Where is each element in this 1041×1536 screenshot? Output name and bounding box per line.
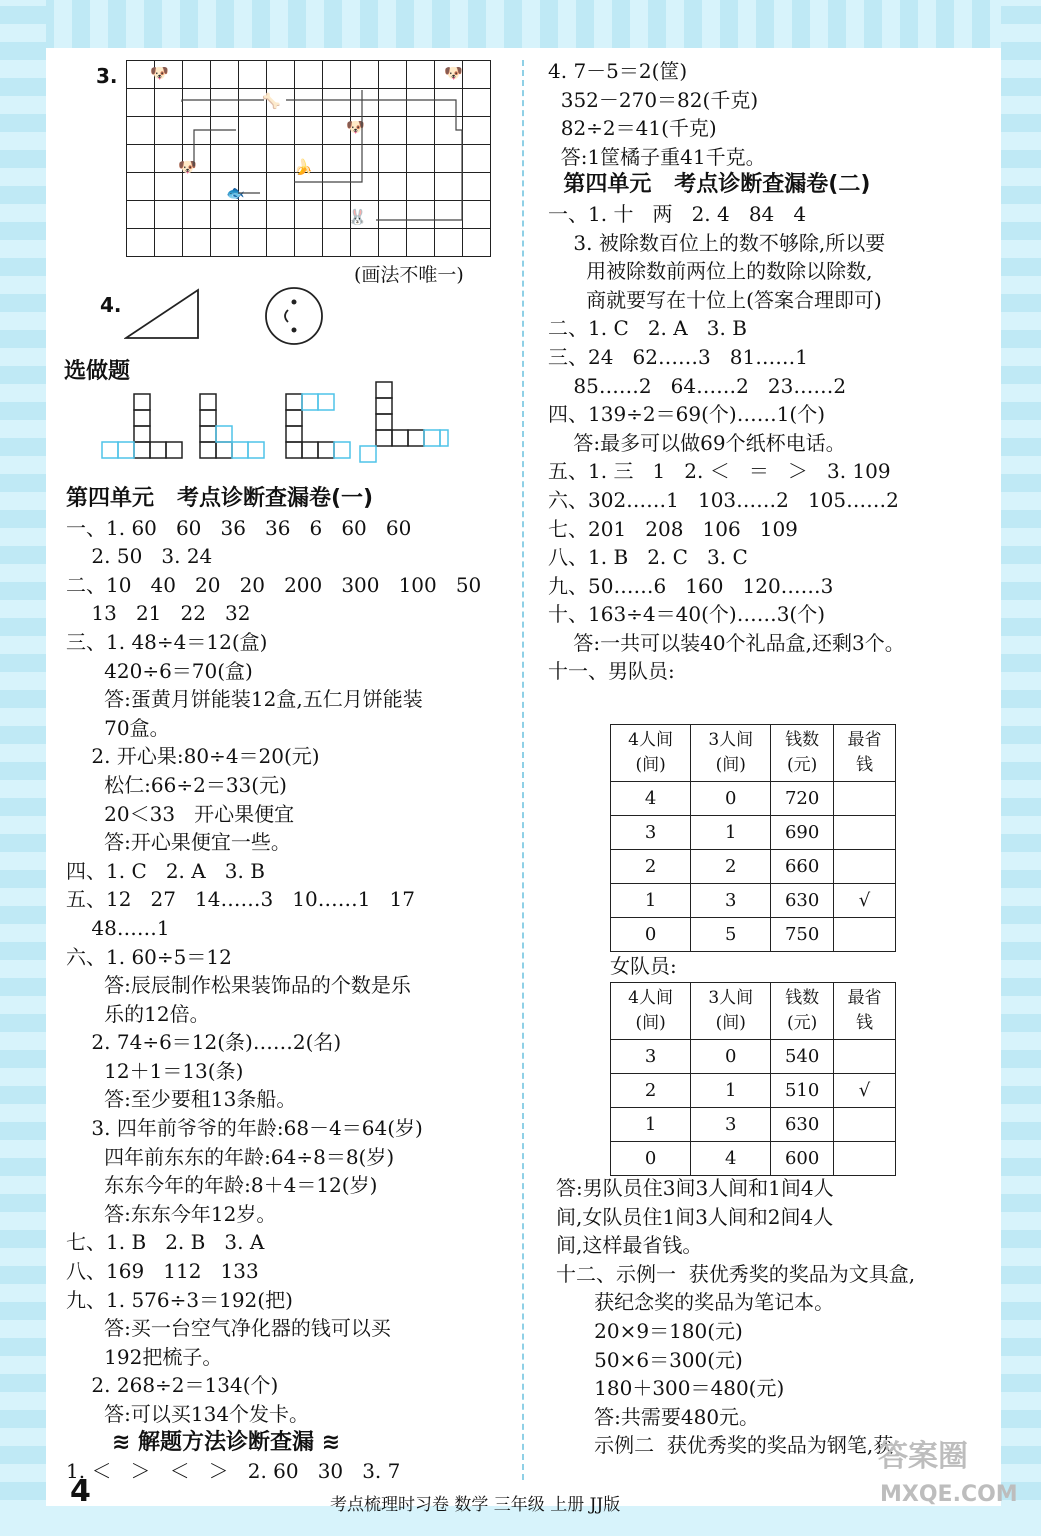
answer-line: 180＋300＝480(元) [556,1376,785,1401]
answer-line: 五、1. 三 1 2. ＜ ＝ ＞ 3. 109 [548,459,891,484]
rabbit-icon: 🐰 [348,208,367,226]
banana-icon: 🍌 [294,158,313,176]
answer-line: 12＋1＝13(条) [66,1058,244,1083]
answer-line: 85……2 64……2 23……2 [548,373,847,398]
table-cell: 630 [771,1108,834,1142]
answer-line: 一、1. 60 60 36 36 6 60 60 [66,515,412,540]
answer-line: 八、169 112 133 [66,1259,259,1284]
table-row [611,816,896,850]
table-cell: 1 [691,1074,771,1108]
header-text: 钱数 [785,730,820,750]
triangle-shape [124,288,202,342]
header-text: 钱 [855,755,873,775]
table-cell: 0 [611,918,691,952]
answer-line: 二、10 40 20 20 200 300 100 50 [66,572,482,597]
page-border-right [1001,0,1041,1536]
answer-line: 间,女队员住1间3人间和2间4人 [556,1204,834,1229]
watermark-url: MXQE.COM [880,1482,1018,1507]
table-row [611,850,896,884]
header-text: 3人间 [708,988,754,1008]
table-header-cell [691,725,771,782]
table-cell: 1 [611,1108,691,1142]
header-text: 钱数 [785,988,820,1008]
answer-line: 70盒。 [66,715,170,740]
answer-line: ≋ 解题方法诊断查漏 ≋ [66,1429,341,1455]
answer-line: 第四单元 考点诊断查漏卷(二) [548,172,871,198]
table-cell: 3 [611,816,691,850]
answer-line: 八、1. B 2. C 3. C [548,545,748,570]
answer-line: 2. 268÷2＝134(个) [66,1373,279,1398]
table-cell: √ [833,884,895,918]
fish-icon: 🐟 [226,184,245,202]
table-header-cell [611,983,691,1040]
answer-line: 答:1筐橘子重41千克。 [548,144,766,169]
table-cell [833,782,895,816]
answer-line: 东东今年的年龄:8＋4＝12(岁) [66,1173,378,1198]
table-header-cell [833,983,895,1040]
answer-line: 松仁:66÷2＝33(元) [66,772,287,797]
table-cell [833,918,895,952]
answer-line: 50×6＝300(元) [556,1347,743,1372]
answer-line: 乐的12倍。 [66,1001,210,1026]
animal-icon: 🐶 [178,158,197,176]
answer-line: 答:男队员住3间3人间和1间4人 [556,1176,834,1200]
male-room-table [610,724,896,952]
table-row [611,1074,896,1108]
answer-line: 48……1 [66,915,170,940]
answer-line: 商就要写在十位上(答案合理即可) [548,287,882,312]
answer-line: 六、302……1 103……2 105……2 [548,487,899,512]
table-cell: 5 [691,918,771,952]
table-header-cell [771,725,834,782]
answer-line: 五、12 27 14……3 10……1 17 [66,887,415,912]
watermark-logo: 答案圈 [878,1439,968,1474]
table-cell [833,1108,895,1142]
drawing-note: (画法不唯一) [354,264,464,286]
answer-line: 一、1. 十 两 2. 4 84 4 [548,201,807,226]
table-cell: 2 [611,850,691,884]
header-text: (间) [635,1013,666,1033]
answer-line: 352－270＝82(千克) [548,87,759,112]
answer-line: 示例二 获优秀奖的奖品为钢笔,获 [556,1433,894,1458]
table-cell: 1 [691,816,771,850]
answer-line: 用被除数前两位上的数除以除数, [548,259,873,284]
table-cell: √ [833,1074,895,1108]
table-cell [833,1040,895,1074]
answer-line: 获纪念奖的奖品为笔记本。 [556,1290,835,1315]
table-cell [833,850,895,884]
table-cell: 0 [691,1040,771,1074]
table-row [611,1108,896,1142]
table-cell: 4 [691,1142,771,1176]
answer-line: 间,这样最省钱。 [556,1233,703,1258]
answer-line: 13 21 22 32 [66,601,251,626]
animal-icon: 🐶 [346,118,365,136]
answer-line: 七、201 208 106 109 [548,516,798,541]
female-label: 女队员: [610,954,677,978]
answer-line: 4. 7－5＝2(筐) [548,59,688,83]
answer-line: 答:共需要480元。 [556,1404,760,1429]
header-text: 4人间 [628,730,673,750]
answer-line: 三、1. 48÷4＝12(盒) [66,629,268,654]
optional-title: 选做题 [64,359,131,384]
table-cell: 720 [771,782,834,816]
answer-line: 答:可以买134个发卡。 [66,1402,310,1426]
answer-line: 九、50……6 160 120……3 [548,573,834,598]
answer-line: 七、1. B 2. B 3. A [66,1230,265,1255]
answer-line: 十、163÷4＝40(个)……3(个) [548,602,826,627]
answer-line: 九、1. 576÷3＝192(把) [66,1287,293,1312]
answer-line: 2. 74÷6＝12(条)……2(名) [66,1030,342,1055]
answer-line: 192把梳子。 [66,1344,223,1369]
table-cell [833,816,895,850]
table-cell: 3 [691,1108,771,1142]
answer-line: 六、1. 60÷5＝12 [66,944,232,969]
animal-icon: 🐶 [444,64,463,82]
page-border-left [0,0,46,1536]
table-cell: 3 [611,1040,691,1074]
header-text: 4人间 [628,988,673,1008]
header-text: (元) [787,755,818,775]
answer-line: 十一、男队员: [548,659,675,684]
table-header-cell [691,983,771,1040]
table-cell: 630 [771,884,834,918]
table-cell: 510 [771,1074,834,1108]
header-text: 钱 [855,1013,873,1033]
header-text: 最省 [847,730,882,750]
bone-icon: 🦴 [262,92,281,110]
table-cell: 690 [771,816,834,850]
route-lines [126,60,496,260]
answer-line: 答:辰辰制作松果装饰品的个数是乐 [66,973,411,998]
right-answer-column-bottom [556,1174,915,1460]
table-cell: 1 [611,884,691,918]
header-text: (间) [715,755,746,775]
header-text: 3人间 [708,730,754,750]
table-header-row [611,983,896,1040]
answer-line: 答:买一台空气净化器的钱可以买 [66,1316,391,1341]
answer-line: 3. 四年前爷爷的年龄:68－4＝64(岁) [66,1116,423,1141]
table-cell: 3 [691,884,771,918]
header-text: (元) [787,1013,818,1033]
answer-line: 四年前东东的年龄:64÷8＝8(岁) [66,1144,395,1169]
table-row [611,1040,896,1074]
q3-label: 3. [96,64,118,88]
answer-line: 3. 被除数百位上的数不够除,所以要 [548,230,886,255]
answer-line: 十二、示例一 获优秀奖的奖品为文具盒, [556,1261,916,1286]
circle-face-shape [262,284,326,348]
page-border-top [0,0,1041,48]
answer-line: 三、24 62……3 81……1 [548,344,808,369]
table-cell: 750 [771,918,834,952]
table-cell: 540 [771,1040,834,1074]
answer-line: 1. ＜ ＞ ＜ ＞ 2. 60 30 3. 7 [66,1459,401,1484]
answer-line: 四、139÷2＝69(个)……1(个) [548,402,826,427]
table-cell: 2 [611,1074,691,1108]
table-cell: 0 [611,1142,691,1176]
table-header-cell [833,725,895,782]
footer-text: 考点梳理时习卷 数学 三年级 上册 JJ版 [330,1495,621,1515]
table-cell: 600 [771,1142,834,1176]
table-cell: 4 [611,782,691,816]
answer-line: 答:最多可以做69个纸杯电话。 [548,430,846,455]
left-answer-column [66,485,481,1486]
answer-line: 答:东东今年12岁。 [66,1201,277,1226]
answer-line: 2. 开心果:80÷4＝20(元) [66,744,320,769]
animal-icon: 🐶 [150,64,169,82]
table-cell [833,1142,895,1176]
answer-line: 420÷6＝70(盒) [66,658,253,683]
header-text: 最省 [847,988,882,1008]
l-shape-figures [100,380,450,464]
answer-line: 82÷2＝41(千克) [548,116,717,141]
header-text: (间) [635,755,666,775]
table-row [611,918,896,952]
table-row [611,884,896,918]
answer-line: 答:至少要租13条船。 [66,1087,297,1112]
answer-line: 第四单元 考点诊断查漏卷(一) [66,486,374,511]
table-row [611,782,896,816]
table-row [611,1142,896,1176]
column-divider [522,60,524,1480]
right-answer-column-top [548,57,905,686]
table-header-cell [771,983,834,1040]
answer-line: 20＜33 开心果便宜 [66,801,295,826]
header-text: (间) [715,1013,746,1033]
table-header-row [611,725,896,782]
table-cell: 2 [691,850,771,884]
q4-label: 4. [100,293,122,317]
answer-line: 四、1. C 2. A 3. B [66,858,265,883]
answer-line: 二、1. C 2. A 3. B [548,316,747,341]
answer-line: 答:一共可以装40个礼品盒,还剩3个。 [548,630,905,655]
page-number: 4 [70,1474,91,1509]
table-header-cell [611,725,691,782]
female-room-table [610,982,896,1176]
table-cell: 0 [691,782,771,816]
answer-line: 答:开心果便宜一些。 [66,830,291,855]
answer-line: 2. 50 3. 24 [66,544,213,569]
answer-line: 答:蛋黄月饼能装12盒,五仁月饼能装 [66,687,423,712]
table-cell: 660 [771,850,834,884]
answer-line: 20×9＝180(元) [556,1318,743,1343]
